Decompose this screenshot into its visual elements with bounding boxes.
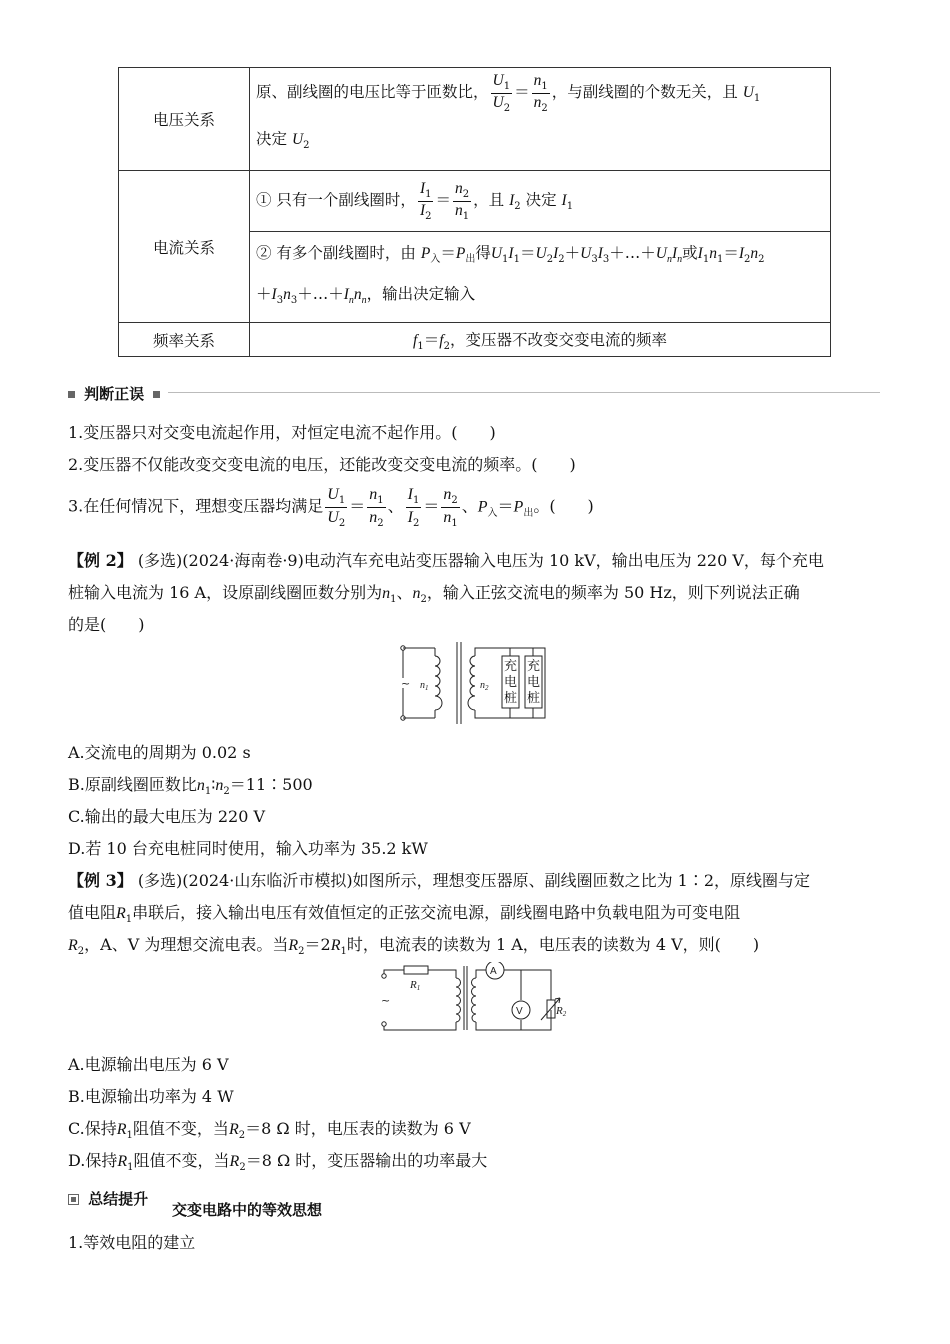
ac-source-icon: ~: [381, 994, 391, 1007]
summary-subtitle: 交变电路中的等效思想: [172, 1201, 323, 1219]
voltage-ratio-fraction: $\frac{U_1}{U_2}$: [492, 72, 511, 114]
frequency-label: 频率关系: [119, 323, 250, 357]
svg-text:n2: $n_2$: [480, 680, 489, 692]
example3-option-a: A.电源输出电压为 6 V: [68, 1055, 229, 1074]
voltmeter-icon: V: [516, 1006, 523, 1017]
voltage-row: [119, 68, 831, 171]
svg-text:R1: R1: [410, 979, 421, 992]
current-cell-2: ② 有多个副线圈时，由 $P_入=P_出$得$U_1I_1=U_2I_2+U_3I_3+\dots+U_nI_n$或$I_1n_1=I_2n_2$ $+I_3n_3+\dots+I_nn_n$，输出决定输入: [250, 232, 831, 323]
summary-box-icon: [68, 1194, 79, 1205]
example2-option-b: B.原副线圈匝数比$n_1∶n_2=11∶500$: [68, 775, 313, 798]
judge-title: 判断正误: [84, 385, 145, 403]
example2-line3: 的是( ): [68, 615, 145, 634]
example2-option-d: D.若 10 台充电桩同时使用，输入功率为 35.2 kW: [68, 839, 428, 858]
example2-line2: 桩输入电流为 16 A，设原副线圈匝数分别为$n_1$、$n_2$，输入正弦交流电的频率为 50 Hz，则下列说法正确: [68, 583, 800, 606]
ammeter-icon: A: [490, 966, 497, 977]
voltage-label: 电压关系: [119, 68, 250, 171]
charger-label-1: 充电桩: [503, 659, 517, 706]
example3-option-d: D.保持$R_1$阻值不变，当$R_2=8$ Ω 时，变压器输出的功率最大: [68, 1151, 488, 1174]
ac-source-icon: ~: [401, 677, 411, 690]
example2-tag: 【例 2】: [68, 551, 133, 570]
example3-line2: 值电阻$R_1$串联后，接入输出电压有效值恒定的正弦交流电源，副线圈电路中负载电阻为可变电阻: [68, 903, 741, 926]
charger-label-2: 充电桩: [526, 659, 540, 706]
example3-line1: 【例 3】 (多选)(2024·山东临沂市模拟)如图所示，理想变压器原、副线圈匝数之比为 1∶2，原线圈与定: [68, 871, 811, 890]
relations-table: [118, 67, 831, 357]
current-row-1: [119, 171, 831, 232]
example3-line3: $R_2$，A、V 为理想交流电表。当$R_2=2R_1$时，电流表的读数为 1 A，电压表的读数为 4 V，则( ): [68, 935, 760, 958]
example3-tag: 【例 3】: [68, 871, 133, 890]
example3-circuit-diagram: [376, 962, 576, 1034]
square-bullet-icon: [153, 391, 160, 398]
summary-header: [68, 1188, 148, 1209]
judge-item-2: 2.变压器不仅能改变交变电流的电压，还能改变交变电流的频率。( ): [68, 455, 576, 474]
svg-text:n1: $n_1$: [420, 680, 429, 692]
example3-option-b: B.电源输出功率为 4 W: [68, 1087, 234, 1106]
example2-option-a: A.交流电的周期为 0.02 s: [68, 743, 251, 762]
judge-item-3: 3.在任何情况下，理想变压器均满足 $\frac{U_1}{U_2}$ ＝ $\frac{n_1}{n_2}$ 、 $\frac{I_1}{I_2}$ ＝ $\frac{n_2}{n_1}$ 、$P_入=P_出$。( ): [68, 486, 594, 529]
summary-title: 总结提升: [88, 1190, 149, 1208]
summary-item-1: 1.等效电阻的建立: [68, 1233, 196, 1252]
voltage-cell: 原、副线圈的电压比等于匝数比， $\frac{U_1}{U_2}$ ＝ $\frac{n_1}{n_2}$ ，与副线圈的个数无关，且 $U_1$ 决定 $U_2$: [250, 68, 831, 171]
example2-option-c: C.输出的最大电压为 220 V: [68, 807, 266, 826]
current-cell-1: ① 只有一个副线圈时， $\frac{I_1}{I_2}$ ＝ $\frac{n_2}{n_1}$ ，且 $I_2$ 决定 $I_1$: [250, 171, 831, 232]
judge-item-1: 1.变压器只对交变电流起作用，对恒定电流不起作用。( ): [68, 423, 496, 442]
square-bullet-icon: [68, 391, 75, 398]
example2-line1: 【例 2】 (多选)(2024·海南卷·9)电动汽车充电站变压器输入电压为 10 kV，输出电压为 220 V，每个充电: [68, 551, 824, 570]
frequency-row: [119, 323, 831, 357]
judge-header: [68, 383, 880, 403]
example3-option-c: C.保持$R_1$阻值不变，当$R_2=8$ Ω 时，电压表的读数为 6 V: [68, 1119, 471, 1142]
current-label: 电流关系: [119, 171, 250, 323]
section-divider: [168, 392, 880, 393]
frequency-cell: $f_1=f_2$，变压器不改变交变电流的频率: [250, 323, 831, 357]
svg-text:R2: R2: [556, 1005, 567, 1018]
